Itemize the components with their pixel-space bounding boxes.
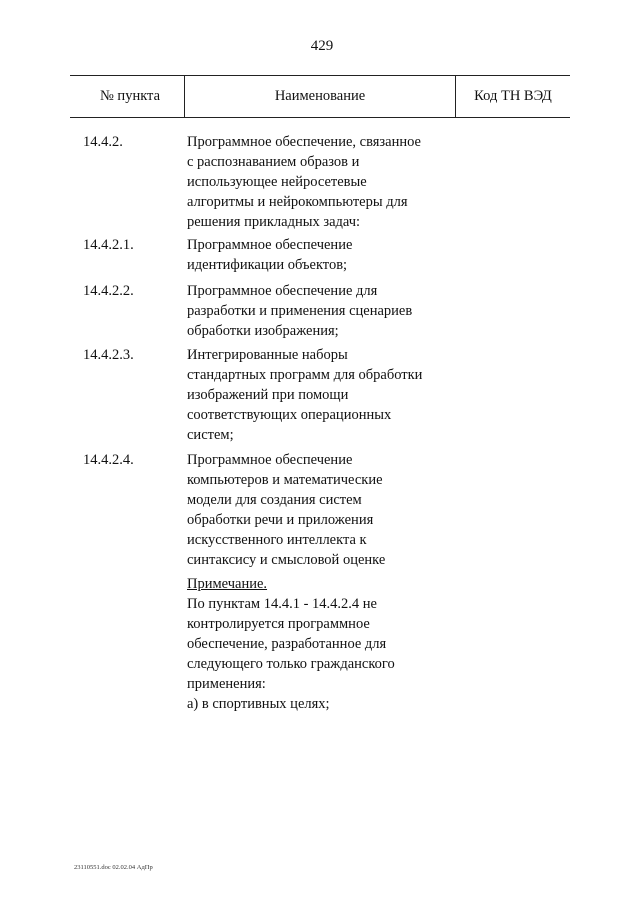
- footer-file-code: 23110551.doc 02.02.04 АдПр: [74, 864, 153, 871]
- row-name: Программное обеспечение компьютеров и математические модели для создания систем обработки речи и приложения искусственного интеллекта к синтаксису и смысловой оценке: [187, 452, 386, 568]
- page-number: 429: [310, 38, 334, 54]
- row-name: Интегрированные наборы стандартных программ для обработки изображений при помощи соответствующих операционных систем;: [187, 347, 423, 443]
- note-block: [187, 574, 462, 714]
- note-title: Примечание.: [187, 576, 268, 592]
- row-name: Программное обеспечение идентификации объектов;: [187, 237, 353, 273]
- column-header-name: Наименование: [185, 76, 456, 117]
- column-header-number: № пункта: [70, 76, 185, 117]
- row-name: Программное обеспечение для разработки и применения сценариев обработки изображения;: [187, 283, 413, 339]
- row-name: Программное обеспечение, связанное с распознаванием образов и использующее нейросетевые алгоритмы и нейрокомпьютеры для решения прикладных задач:: [187, 134, 421, 230]
- row-number: 14.4.2.3.: [83, 347, 134, 363]
- row-number: 14.4.2.1.: [83, 237, 134, 253]
- row-number: 14.4.2.2.: [83, 283, 134, 299]
- column-header-code: Код ТН ВЭД: [474, 88, 552, 104]
- note-body: По пунктам 14.4.1 - 14.4.2.4 не контролируется программное обеспечение, разработанное для следующего только гражданского применения: а) в спортивных целях;: [187, 596, 395, 712]
- table-header: [70, 75, 570, 118]
- row-number: 14.4.2.: [83, 134, 123, 150]
- row-number: 14.4.2.4.: [83, 452, 134, 468]
